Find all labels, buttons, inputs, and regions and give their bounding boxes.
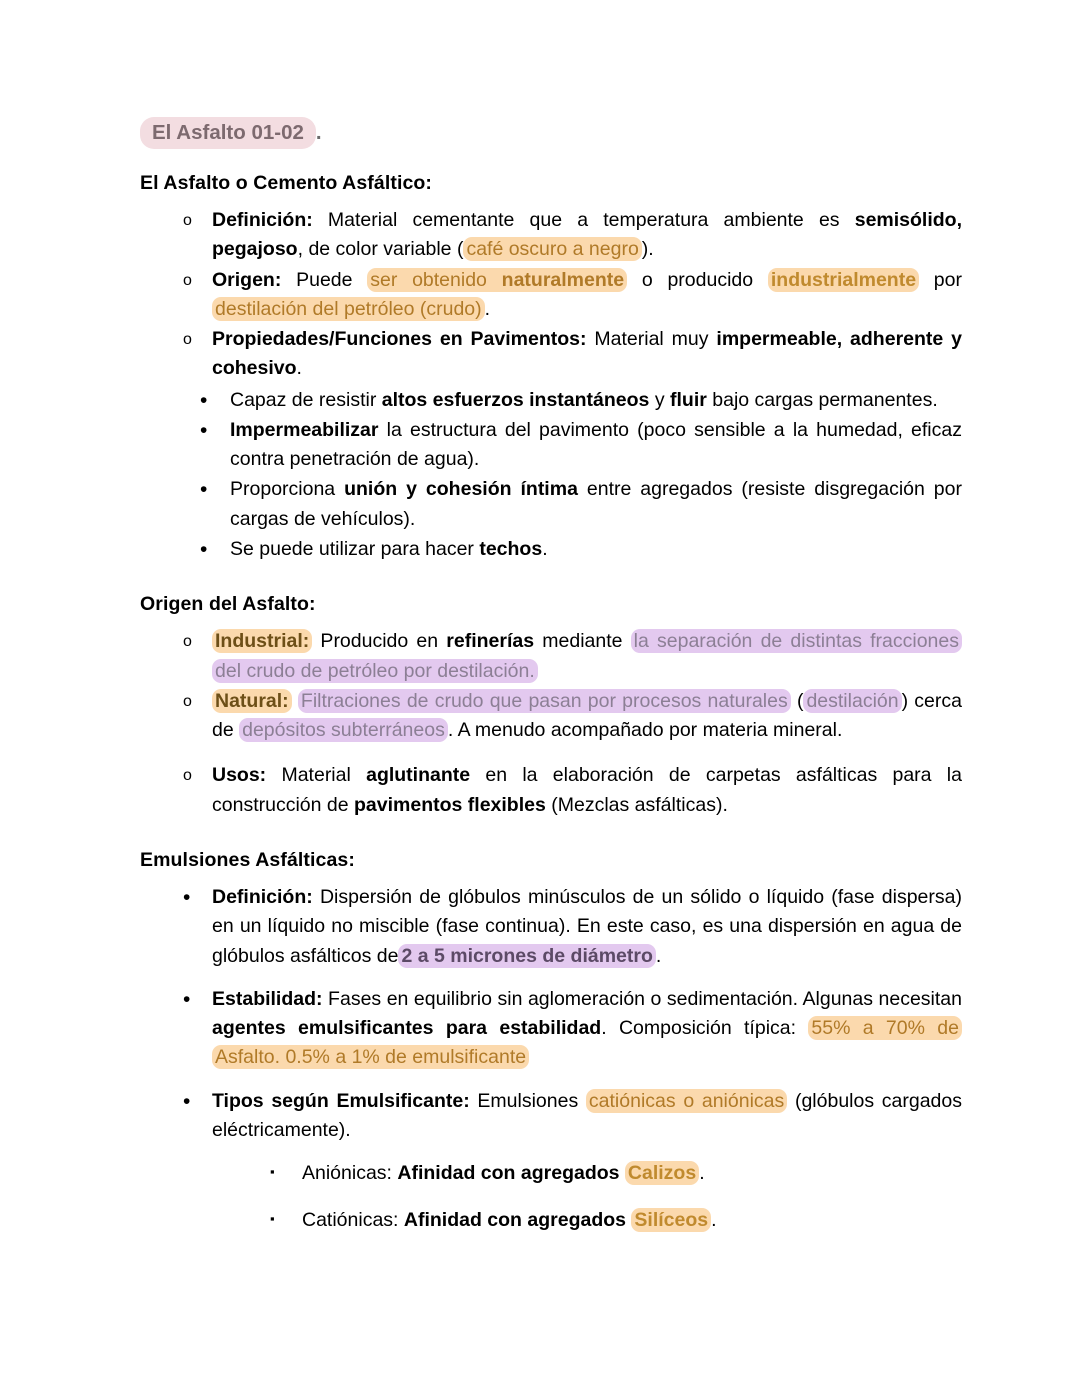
- text-run: ).: [641, 238, 654, 261]
- text-run: Material muy: [586, 328, 717, 351]
- bold-run: semisólido, pegajoso: [212, 209, 962, 261]
- bold-run: aglutinante: [366, 764, 471, 787]
- bold-run: fluir: [670, 388, 707, 411]
- highlight-orange: destilación del petróleo (crudo): [212, 297, 485, 321]
- text-run: ser obtenido: [370, 268, 502, 291]
- list-item-natural: [183, 687, 962, 746]
- bullet-square-icon: ▪: [270, 1164, 275, 1180]
- list-item-body: [230, 475, 962, 534]
- bold-run: altos esfuerzos instantáneos: [381, 388, 650, 411]
- text-run: Se puede utilizar para hacer: [230, 537, 480, 560]
- bold-run: techos: [479, 537, 543, 560]
- text-run: Material: [266, 764, 367, 787]
- text-run: Puede: [281, 268, 368, 291]
- bullet-circle-icon: o: [183, 212, 192, 230]
- text-run: Proporciona: [230, 478, 345, 501]
- bullet-dot-icon: •: [200, 418, 208, 442]
- bold-run: Afinidad con agregados: [397, 1162, 625, 1185]
- term-label: Estabilidad:: [212, 987, 323, 1010]
- text-run: .: [699, 1162, 705, 1185]
- list-propiedades-sub: [200, 386, 962, 565]
- list-item-body: [230, 416, 962, 475]
- text-run: Producido en: [312, 630, 447, 653]
- text-run: Fases en equilibrio sin aglomeración o sedimentación. Algunas necesitan: [322, 987, 962, 1010]
- text-run: mediante: [534, 630, 631, 653]
- text-run: . Composición típica:: [601, 1017, 809, 1040]
- bullet-dot-icon: •: [183, 1089, 191, 1113]
- text-run: .: [711, 1209, 717, 1232]
- list-item-body: [302, 1206, 962, 1235]
- bullet-dot-icon: •: [200, 478, 208, 502]
- list-item-body: [230, 535, 962, 564]
- text-run: (Mezclas asfálticas).: [545, 793, 728, 816]
- term-label: Origen:: [212, 268, 282, 291]
- bullet-dot-icon: •: [183, 886, 191, 910]
- text-run: (: [790, 689, 804, 712]
- term-label: Definición:: [212, 209, 313, 232]
- text-run: .: [296, 357, 302, 380]
- text-run: Aniónicas:: [302, 1162, 398, 1185]
- list-item-body: [212, 687, 962, 746]
- term-label: Propiedades/Funciones en Pavimentos:: [212, 328, 587, 351]
- text-run: Catiónicas:: [302, 1209, 404, 1232]
- highlight-purple: depósitos subterráneos: [239, 718, 448, 742]
- list-tipos-sub: [270, 1159, 962, 1236]
- text-run: entre agregados (resiste disgregación por cargas de vehículos).: [230, 478, 962, 530]
- bold-run: Afinidad con agregados: [403, 1209, 632, 1232]
- bullet-square-icon: ▪: [270, 1211, 275, 1227]
- list-emulsiones: [183, 883, 962, 1145]
- highlight-orange-label: Industrial:: [212, 629, 312, 653]
- list-item-industrial: [183, 627, 962, 686]
- text-run: , de color variable (: [297, 238, 464, 261]
- section-heading-emulsiones: Emulsiones Asfálticas:: [140, 848, 355, 871]
- text-run: (glóbulos cargados eléctricamente).: [212, 1089, 962, 1141]
- document-title-period: .: [315, 121, 322, 144]
- term-label: Tipos según Emulsificante:: [212, 1089, 470, 1112]
- list-item-body: [212, 985, 962, 1073]
- list-asfalto: [183, 206, 962, 384]
- document-title-badge: El Asfalto 01-02: [140, 117, 316, 149]
- bold-run: impermeable, adherente y cohesivo: [212, 328, 962, 380]
- text-run: bajo cargas permanentes.: [706, 388, 938, 411]
- highlight-purple: 2 a 5 micrones de diámetro: [398, 944, 655, 968]
- highlight-purple: Filtraciones de crudo que pasan por procesos naturales: [298, 689, 791, 713]
- list-item-definicion: [183, 206, 962, 265]
- text-run: Material cementante que a temperatura ambiente es: [312, 209, 855, 232]
- highlight-orange: café oscuro a negro: [463, 237, 641, 261]
- text-run: o producido: [627, 268, 768, 291]
- highlight-orange-label: Natural:: [212, 689, 292, 713]
- bold-run: unión y cohesión íntima: [344, 478, 578, 501]
- text-run: Dispersión de glóbulos minúsculos de un sólido o líquido (fase dispersa) en un líquido no miscible (fase continua). En este caso, es una dispersión en agua de glóbulos asfálticos de: [212, 886, 962, 967]
- highlight-orange: catiónicas o aniónicas: [586, 1089, 787, 1113]
- text-run: . A menudo acompañado por materia mineral.: [447, 719, 843, 742]
- bullet-circle-icon: o: [183, 271, 192, 289]
- list-item-body: [212, 627, 962, 686]
- list-item-body: [230, 386, 962, 415]
- bullet-circle-icon: o: [183, 633, 192, 651]
- text-run: Emulsiones: [469, 1089, 586, 1112]
- list-item-estabilidad: [183, 985, 962, 1073]
- text-run: y: [649, 388, 670, 411]
- highlight-orange: [367, 268, 627, 292]
- highlight-purple: la separación de distintas fracciones del crudo de petróleo por destilación.: [212, 629, 962, 682]
- bullet-dot-icon: •: [183, 987, 191, 1011]
- text-run: en la elaboración de carpetas asfálticas para la construcción de: [212, 764, 962, 816]
- list-item-body: [212, 325, 962, 384]
- bullet-dot-icon: •: [200, 388, 208, 412]
- bullet-circle-icon: o: [183, 331, 192, 349]
- list-item-cationicas: [270, 1206, 962, 1235]
- list-item-body: [302, 1159, 962, 1188]
- list-item-origen: [183, 266, 962, 325]
- list-item: [200, 386, 962, 415]
- bullet-dot-icon: •: [200, 537, 208, 561]
- list-item-definicion-emulsion: [183, 883, 962, 971]
- bullet-circle-icon: o: [183, 692, 192, 710]
- bullet-circle-icon: o: [183, 767, 192, 785]
- list-item-body: [212, 266, 962, 325]
- list-item-tipos: [183, 1087, 962, 1146]
- text-run: Capaz de resistir: [230, 388, 382, 411]
- bold-run: naturalmente: [501, 268, 625, 291]
- bold-run: Impermeabilizar: [230, 418, 379, 441]
- list-item: [200, 475, 962, 534]
- bold-run: pavimentos flexibles: [354, 793, 546, 816]
- list-item-anionicas: [270, 1159, 962, 1188]
- highlight-orange: Silíceos: [631, 1208, 711, 1232]
- list-origen-asfalto: [183, 627, 962, 820]
- document-title: [140, 118, 962, 149]
- section-heading-origen-asfalto: Origen del Asfalto:: [140, 593, 316, 616]
- list-item: [200, 535, 962, 564]
- term-label: Usos:: [212, 764, 267, 787]
- list-item-body: [212, 761, 962, 820]
- bold-run: refinerías: [446, 630, 535, 653]
- list-item: [200, 416, 962, 475]
- highlight-purple: destilación: [803, 689, 901, 713]
- highlight-orange: 55% a 70% de Asfalto. 0.5% a 1% de emulsificante: [212, 1016, 962, 1069]
- text-run: .: [655, 944, 662, 967]
- bold-run: agentes emulsificantes para estabilidad: [212, 1017, 602, 1040]
- section-heading-asfalto: El Asfalto o Cemento Asfáltico:: [140, 171, 433, 194]
- list-item-usos: [183, 761, 962, 820]
- list-item-body: [212, 883, 962, 971]
- list-item-body: [212, 1087, 962, 1146]
- text-run: la estructura del pavimento (poco sensible a la humedad, eficaz contra penetración de agua).: [230, 418, 962, 471]
- list-item-body: [212, 206, 962, 265]
- text-run: .: [542, 537, 548, 560]
- highlight-orange: industrialmente: [768, 268, 919, 292]
- term-label: Definición:: [212, 886, 313, 909]
- list-item-propiedades: [183, 325, 962, 384]
- text-run: por: [919, 268, 962, 291]
- text-run: .: [484, 297, 491, 320]
- highlight-orange: Calizos: [625, 1161, 699, 1185]
- text-run: ) cerca de: [212, 689, 962, 742]
- text-run: [292, 690, 298, 712]
